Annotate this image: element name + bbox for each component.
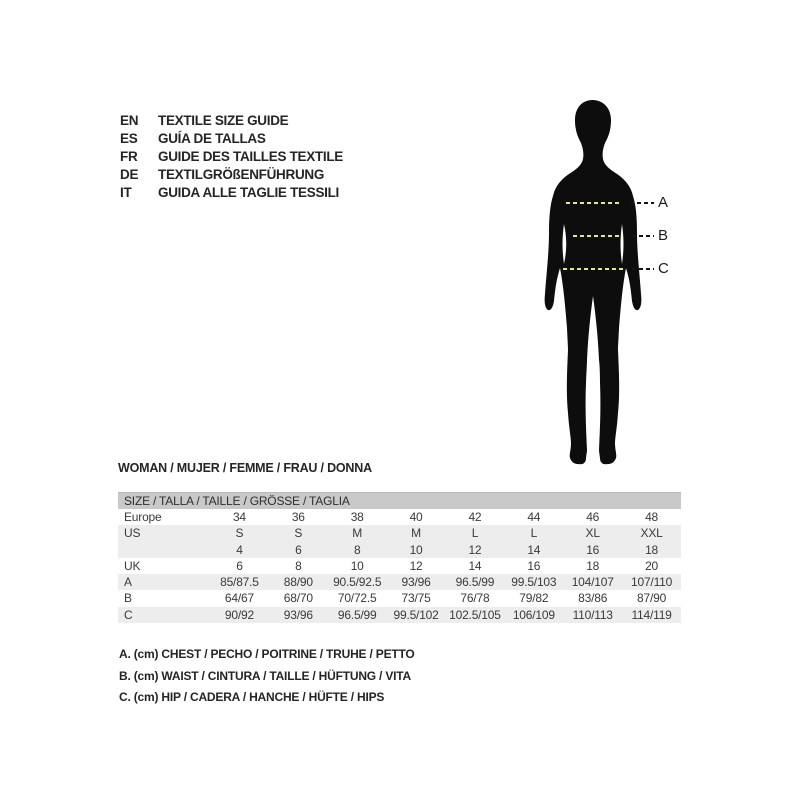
table-cell: 110/113: [572, 607, 613, 622]
table-cell: 76/78: [460, 591, 490, 606]
measurement-legend: [119, 644, 415, 709]
table-cell: 85/87.5: [220, 575, 259, 590]
language-row: [120, 112, 343, 130]
table-cell: 93/96: [283, 607, 313, 622]
table-row-label: B: [124, 591, 132, 606]
table-cell: 14: [468, 558, 482, 573]
table-cell: 10: [350, 558, 364, 573]
table-cell: 44: [527, 510, 541, 524]
legend-line: B. (cm) WAIST / CINTURA / TAILLE / HÜFTUNG / VITA: [119, 668, 411, 683]
language-title: TEXTILE SIZE GUIDE: [158, 113, 289, 128]
measure-dash-leader: [632, 268, 654, 270]
table-row-label: A: [124, 575, 132, 590]
table-row: [118, 525, 681, 541]
language-code: FR: [120, 149, 138, 164]
woman-silhouette-icon: [540, 98, 650, 468]
language-code: ES: [120, 131, 138, 146]
table-cell: 90/92: [224, 607, 254, 622]
table-cell: 64/67: [224, 591, 254, 606]
table-cell: 102.5/105: [449, 607, 501, 622]
language-row: [120, 130, 343, 148]
language-code: IT: [120, 185, 132, 200]
table-cell: 79/82: [519, 591, 549, 606]
table-cell: 96.5/99: [455, 575, 495, 590]
table-cell: 20: [645, 558, 659, 573]
table-cell: 34: [232, 510, 246, 524]
table-cell: 68/70: [283, 591, 313, 606]
table-row-label: UK: [124, 558, 141, 573]
table-cell: 8: [295, 558, 302, 573]
table-cell: 8: [353, 542, 361, 557]
table-cell: S: [235, 526, 244, 541]
language-row: [120, 148, 343, 166]
table-cell: 106/109: [512, 607, 555, 622]
table-cell: 14: [527, 542, 541, 557]
table-cell: 83/86: [578, 591, 608, 606]
legend-line: C. (cm) HIP / CADERA / HANCHE / HÜFTE / HIPS: [119, 690, 385, 704]
table-cell: 12: [468, 542, 482, 557]
table-row-label: [118, 542, 210, 558]
language-title: TEXTILGRÖßENFÜHRUNG: [158, 167, 325, 182]
table-cell: 114/119: [631, 607, 672, 622]
measure-label: C: [658, 260, 669, 277]
size-table-body: [118, 509, 681, 623]
section-label-woman: WOMAN / MUJER / FEMME / FRAU / DONNA: [118, 461, 372, 475]
measure-label: B: [658, 227, 669, 244]
table-row: [118, 590, 681, 606]
table-cell: XL: [585, 526, 600, 541]
table-row-label: Europe: [124, 510, 162, 524]
table-cell: XXL: [640, 526, 663, 541]
table-cell: 48: [645, 510, 659, 524]
table-cell: 4: [236, 542, 243, 557]
language-title-block: [120, 112, 343, 202]
table-row-label: C: [124, 607, 133, 622]
measure-dash-on-body: [563, 268, 624, 270]
table-cell: 42: [468, 510, 482, 524]
table-cell: S: [294, 526, 303, 541]
table-cell: 18: [645, 542, 659, 557]
table-cell: 90.5/92.5: [333, 575, 382, 590]
table-cell: L: [530, 526, 538, 541]
table-cell: 6: [236, 558, 243, 573]
measure-dash-on-body: [566, 202, 622, 204]
table-cell: 38: [350, 510, 364, 524]
measure-dash-leader: [630, 202, 654, 204]
language-title: GUIDA ALLE TAGLIE TESSILI: [158, 185, 339, 200]
table-row: [118, 509, 681, 525]
table-cell: 93/96: [401, 575, 431, 590]
table-cell: M: [352, 526, 363, 541]
table-cell: 107/110: [631, 575, 673, 590]
language-row: [120, 184, 343, 202]
size-table-header: SIZE / TALLA / TAILLE / GRÖSSE / TAGLIA: [118, 492, 681, 509]
table-row-label: US: [124, 526, 141, 541]
size-table: [118, 492, 681, 623]
language-title: GUÍA DE TALLAS: [158, 131, 266, 146]
table-cell: 70/72.5: [337, 591, 377, 606]
table-row: [118, 607, 681, 623]
table-cell: 88/90: [283, 575, 313, 590]
table-cell: 99.5/103: [511, 575, 557, 590]
table-cell: 73/75: [401, 591, 431, 606]
measure-label: A: [658, 194, 669, 211]
table-cell: 6: [295, 542, 302, 557]
measure-dash-on-body: [573, 235, 620, 237]
table-cell: 10: [409, 542, 423, 557]
table-cell: M: [411, 526, 421, 541]
table-cell: 96.5/99: [337, 607, 377, 622]
table-cell: 36: [291, 510, 305, 524]
table-cell: 18: [586, 558, 600, 573]
language-code: DE: [120, 167, 139, 182]
language-row: [120, 166, 343, 184]
table-cell: 87/90: [637, 591, 667, 606]
table-cell: 99.5/102: [393, 607, 439, 622]
language-title: GUIDE DES TAILLES TEXTILE: [158, 149, 344, 164]
table-cell: 12: [409, 558, 423, 573]
table-cell: 46: [586, 510, 600, 524]
language-code: EN: [120, 113, 139, 128]
table-cell: 16: [527, 558, 541, 573]
table-row: [118, 542, 681, 558]
measurement-figure: [540, 98, 700, 470]
table-cell: L: [471, 526, 479, 541]
table-row: [118, 558, 681, 574]
measure-dash-leader: [632, 235, 654, 237]
table-cell: 104/107: [571, 575, 614, 590]
legend-line: A. (cm) CHEST / PECHO / POITRINE / TRUHE / PETTO: [119, 647, 415, 661]
table-row: [118, 574, 681, 590]
table-cell: 40: [409, 510, 423, 524]
table-cell: 16: [586, 542, 600, 557]
